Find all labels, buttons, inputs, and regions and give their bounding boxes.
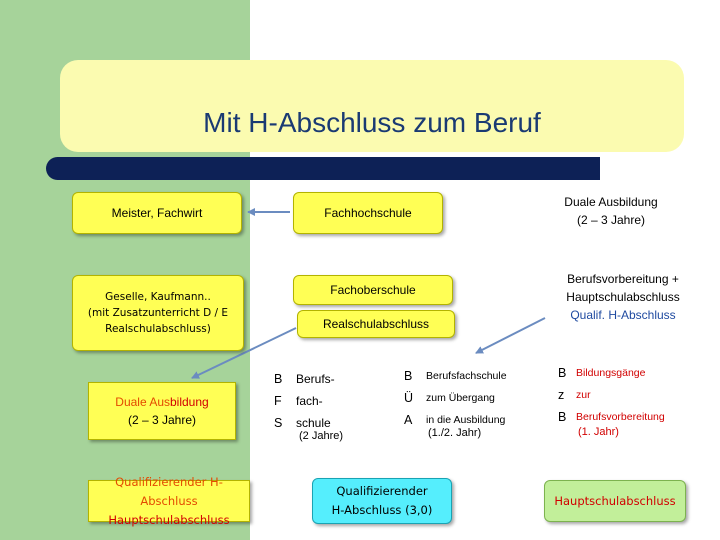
bzb-word-1: Bildungsgänge: [576, 367, 646, 379]
qualifizierender-left-line2: Hauptschulabschluss: [108, 512, 230, 527]
geselle-line3: Realschulabschluss): [105, 323, 211, 335]
duale-ausbildung-left-line2: (2 – 3 Jahre): [127, 413, 197, 427]
bfs-letter-b: B: [274, 372, 283, 386]
bue-word-3: in die Ausbildung: [426, 414, 506, 426]
realschulabschluss-label: Realschulabschluss: [322, 317, 430, 331]
bzb-word-2: zur: [576, 389, 591, 401]
bzb-letter-b2: B: [558, 410, 567, 424]
bzb-letter-z: z: [558, 388, 565, 402]
bue-words: [426, 365, 507, 431]
bue-letter-ue: Ü: [404, 391, 414, 405]
hauptschulabschluss-right-box: [544, 480, 686, 522]
bv-line1: Berufsvorbereitung +: [567, 272, 679, 286]
duale-part2: bildung: [170, 395, 209, 409]
bfs-letter-f: F: [274, 394, 282, 408]
bzb-letters: [558, 362, 566, 428]
arrow-bv-to-bue: [476, 318, 545, 353]
bue-word-2: zum Übergang: [426, 392, 495, 404]
duale-ausbildung-right-line1: Duale Ausbildung: [564, 195, 658, 209]
page-title: Mit H-Abschluss zum Beruf: [203, 107, 541, 138]
qualifizierender-left-box: [88, 474, 250, 527]
duale-ausbildung-right: [538, 193, 684, 229]
bzb-years: (1. Jahr): [578, 426, 619, 438]
bzb-word-3: Berufsvorbereitung: [576, 411, 665, 423]
meister-label: Meister, Fachwirt: [111, 206, 203, 220]
bue-letter-a: A: [404, 413, 413, 427]
geselle-box: [72, 275, 244, 351]
bzb-words: [576, 362, 665, 428]
fachhochschule-box: [293, 192, 443, 234]
bue-word-1: Berufsfachschule: [426, 370, 507, 382]
bfs-words: [296, 368, 335, 434]
bfs-word-1: Berufs-: [296, 372, 335, 386]
hauptschulabschluss-right-label: Hauptschulabschluss: [554, 493, 676, 508]
bfs-letters: [274, 368, 282, 434]
bzb-letter-b1: B: [558, 366, 567, 380]
geselle-line2: (mit Zusatzunterricht D / E: [87, 307, 229, 319]
duale-part1: Duale Aus: [115, 395, 170, 409]
fachhochschule-label: Fachhochschule: [324, 206, 412, 220]
geselle-line1: Geselle, Kaufmann..: [105, 291, 211, 303]
bue-letters: [404, 365, 413, 431]
fachoberschule-label: Fachoberschule: [330, 283, 416, 297]
bfs-years: (2 Jahre): [299, 430, 344, 442]
meister-box: [72, 192, 242, 234]
bv-line2: Hauptschulabschluss: [566, 290, 680, 304]
duale-ausbildung-left-line1: [115, 393, 208, 411]
bue-years: (1./2. Jahr): [428, 427, 482, 439]
bv-line3: Qualif. H-Abschluss: [570, 308, 676, 322]
bfs-letter-s: S: [274, 416, 283, 430]
realschulabschluss-box: [297, 310, 455, 338]
qualifizierender-center-line1: Qualifizierender: [336, 484, 428, 498]
bfs-word-3: schule: [296, 416, 331, 430]
duale-ausbildung-right-line2: (2 – 3 Jahre): [576, 213, 646, 227]
fachoberschule-box: [293, 275, 453, 305]
bfs-word-2: fach-: [296, 394, 323, 408]
berufsvorbereitung-right: [548, 270, 698, 324]
duale-ausbildung-left-box: [88, 382, 236, 440]
bue-letter-b: B: [404, 369, 413, 383]
qualifizierender-left-line1: Qualifizierender H-Abschluss: [115, 474, 223, 508]
qualifizierender-center-box: [312, 478, 452, 524]
qualifizierender-center-line2: H-Abschluss (3,0): [331, 503, 433, 517]
